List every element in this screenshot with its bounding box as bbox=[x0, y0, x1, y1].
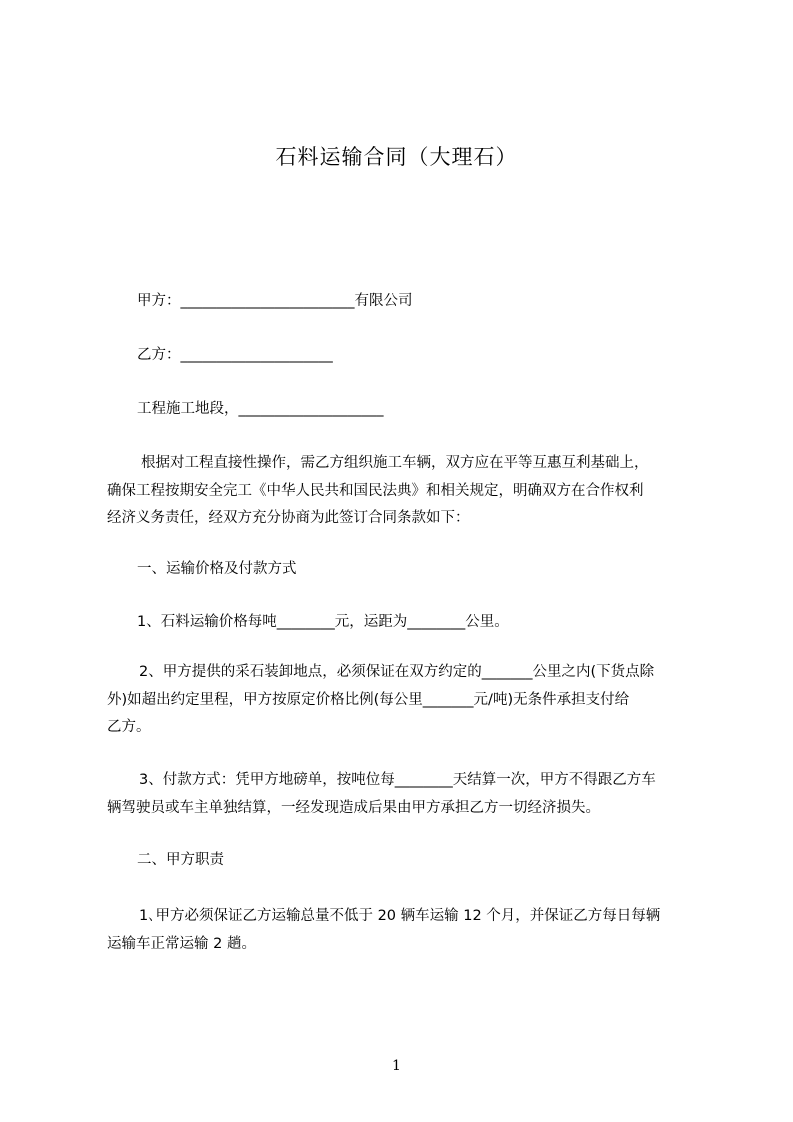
page-number: 1 bbox=[392, 1058, 401, 1074]
clause-line: 辆驾驶员或车主单独结算，一经发现造成后果由甲方承担乙方一切经济损失。 bbox=[107, 799, 600, 816]
document-title: 石料运输合同（大理石） bbox=[275, 145, 518, 169]
clause-1-1: 1、石料运输价格每吨________元，运距为________公里。 bbox=[137, 614, 509, 630]
clause-line: 1､甲方必须保证乙方运输总量不低于 20 辆车运输 12 个月，并保证乙方每日每辆 bbox=[139, 908, 661, 924]
party-a-line: 甲方：________________________有限公司 bbox=[137, 293, 413, 309]
clause-line: 运输车正常运输 2 趟。 bbox=[107, 935, 256, 952]
intro-line: 根据对工程直接性操作，需乙方组织施工车辆，双方应在平等互惠互利基础上， bbox=[141, 455, 649, 471]
site-line: 工程施工地段，____________________ bbox=[137, 401, 384, 417]
intro-paragraph bbox=[107, 450, 710, 533]
clause-2-1 bbox=[107, 903, 710, 958]
intro-line: 经济义务责任，经双方充分协商为此签订合同条款如下： bbox=[107, 510, 470, 526]
party-b-line: 乙方：_____________________ bbox=[137, 347, 333, 363]
section-2-heading: 二、甲方职责 bbox=[137, 852, 224, 868]
clause-line: 乙方。 bbox=[107, 719, 151, 735]
clause-line: 外)如超出约定里程，甲方按原定价格比例(每公里_______元/吨)无条件承担支付给 bbox=[107, 691, 630, 708]
section-1-heading: 一、运输价格及付款方式 bbox=[137, 561, 297, 577]
clause-line: 2、甲方提供的采石装卸地点，必须保证在双方约定的_______公里之内(下货点除 bbox=[139, 664, 655, 680]
clause-1-3 bbox=[107, 767, 710, 822]
clause-1-2 bbox=[107, 659, 710, 742]
clause-line: 3、付款方式：凭甲方地磅单，按吨位每________天结算一次，甲方不得跟乙方车 bbox=[139, 772, 656, 788]
intro-line: 确保工程按期安全完工《中华人民共和国民法典》和相关规定，明确双方在合作权利 bbox=[107, 482, 644, 499]
